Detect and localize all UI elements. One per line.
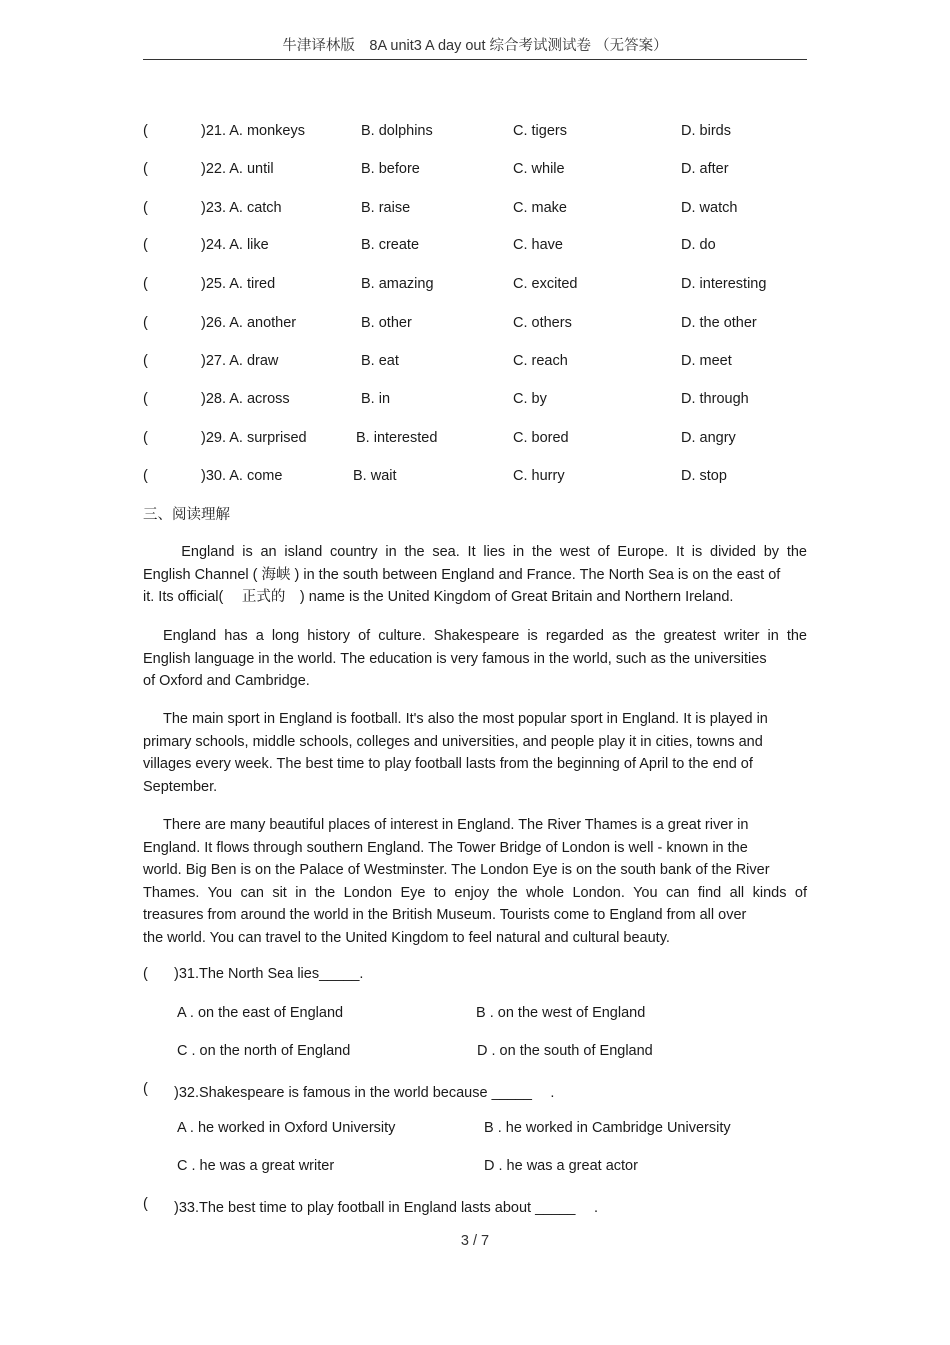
option-b: B. wait [353, 468, 397, 484]
question-31-stem: )31.The North Sea lies_____. [174, 966, 364, 982]
answer-paren: ( [143, 430, 148, 446]
answer-paren: ( [143, 237, 148, 253]
page-number: 3 / 7 [460, 1233, 490, 1249]
cloze-row-28 [0, 391, 950, 411]
paragraph-line: The main sport in England is football. It's also the most popular sport in England. It is played in [163, 711, 768, 727]
reading-paragraph-3 [143, 708, 807, 798]
question-33-stem: )33.The best time to play football in England lasts about _____ . [174, 1200, 598, 1216]
option-b: B. raise [361, 200, 411, 216]
option-b: B. amazing [361, 276, 434, 292]
option-d: D. angry [681, 430, 736, 446]
option-c: C. excited [513, 276, 578, 292]
answer-paren: ( [143, 276, 148, 292]
question-31-option-d: D . on the south of England [477, 1043, 653, 1059]
option-d: D. after [681, 161, 729, 177]
option-d: D. birds [681, 123, 731, 139]
option-c: C. make [513, 200, 567, 216]
paragraph-line: primary schools, middle schools, colleges and universities, and people play it in cities, towns and [143, 733, 763, 750]
cloze-row-30 [0, 468, 950, 488]
paragraph-line: England has a long history of culture. Shakespeare is regarded as the greatest writer in the [163, 628, 807, 644]
question-31-option-b: B . on the west of England [476, 1005, 646, 1021]
question-31-option-c: C . on the north of England [177, 1043, 351, 1059]
option-a: )24. A. like [201, 237, 269, 253]
option-a: )25. A. tired [201, 276, 276, 292]
option-b: B. interested [356, 430, 438, 446]
answer-paren: ( [143, 391, 148, 407]
option-a: )27. A. draw [201, 353, 279, 369]
cloze-row-23 [0, 200, 950, 220]
cloze-row-26 [0, 315, 950, 335]
paragraph-line: villages every week. The best time to play football lasts from the beginning of April to the end of [143, 756, 753, 772]
cloze-row-21 [0, 123, 950, 143]
option-c: C. tigers [513, 123, 567, 139]
option-c: C. by [513, 391, 547, 407]
answer-paren: ( [143, 200, 148, 216]
cloze-row-27 [0, 353, 950, 373]
option-c: C. others [513, 315, 572, 331]
option-d: D. meet [681, 353, 732, 369]
answer-paren: ( [143, 966, 148, 982]
answer-paren: ( [143, 315, 148, 331]
option-c: C. have [513, 237, 563, 253]
reading-paragraph-1 [143, 541, 807, 609]
option-d: D. through [681, 391, 749, 407]
page-header: 牛津译林版 8A unit3 A day out 综合考试测试卷 （无答案） [282, 38, 668, 54]
question-32-option-a: A . he worked in Oxford University [177, 1120, 396, 1136]
answer-paren: ( [143, 161, 148, 177]
option-a: )21. A. monkeys [201, 123, 305, 139]
option-b: B. dolphins [361, 123, 433, 139]
cloze-row-24 [0, 237, 950, 257]
section-title: 三、阅读理解 [143, 507, 230, 523]
paragraph-line: September. [143, 778, 218, 795]
option-c: C. reach [513, 353, 568, 369]
option-d: D. the other [681, 315, 757, 331]
option-d: D. do [681, 237, 716, 253]
question-31-option-a: A . on the east of England [177, 1005, 344, 1021]
option-a: )30. A. come [201, 468, 283, 484]
paragraph-line: England. It flows through southern England. The Tower Bridge of London is well - known in the [143, 839, 748, 856]
paragraph-line: English Channel ( 海峡 ) in the south between England and France. The North Sea is on the east of [143, 566, 781, 583]
paragraph-line: Thames. You can sit in the London Eye to enjoy the whole London. You can find all kinds of [143, 884, 807, 901]
paragraph-line: world. Big Ben is on the Palace of Westminster. The London Eye is on the south bank of the River [143, 862, 770, 878]
paragraph-line: the world. You can travel to the United Kingdom to feel natural and cultural beauty. [143, 929, 670, 946]
option-a: )28. A. across [201, 391, 290, 407]
option-b: B. other [361, 315, 412, 331]
header-rule [143, 59, 807, 60]
answer-paren: ( [143, 1081, 148, 1097]
option-c: C. while [513, 161, 565, 177]
option-a: )23. A. catch [201, 200, 282, 216]
cloze-row-29 [0, 430, 950, 450]
answer-paren: ( [143, 353, 148, 369]
question-32-option-c: C . he was a great writer [177, 1158, 335, 1174]
option-b: B. create [361, 237, 420, 253]
answer-paren: ( [143, 1196, 148, 1212]
paragraph-line: There are many beautiful places of interest in England. The River Thames is a great river in [163, 817, 749, 833]
paragraph-line: treasures from around the world in the British Museum. Tourists come to England from all over [143, 907, 747, 923]
question-32-stem: )32.Shakespeare is famous in the world because _____ . [174, 1085, 555, 1101]
cloze-row-22 [0, 161, 950, 181]
question-32-option-b: B . he worked in Cambridge University [484, 1120, 731, 1136]
option-a: )22. A. until [201, 161, 274, 177]
option-c: C. bored [513, 430, 569, 446]
option-d: D. interesting [681, 276, 767, 292]
option-a: )29. A. surprised [201, 430, 307, 446]
paragraph-line: England is an island country in the sea. It lies in the west of Europe. It is divided by the [163, 544, 807, 560]
answer-paren: ( [143, 123, 148, 139]
paragraph-line: of Oxford and Cambridge. [143, 673, 310, 689]
paragraph-line: English language in the world. The education is very famous in the world, such as the universities [143, 650, 767, 667]
reading-paragraph-4 [143, 814, 807, 949]
cloze-row-25 [0, 276, 950, 296]
option-b: B. in [361, 391, 391, 407]
option-d: D. stop [681, 468, 727, 484]
option-d: D. watch [681, 200, 738, 216]
reading-paragraph-2 [143, 625, 807, 693]
answer-paren: ( [143, 468, 148, 484]
option-c: C. hurry [513, 468, 565, 484]
question-32-option-d: D . he was a great actor [484, 1158, 638, 1174]
option-a: )26. A. another [201, 315, 297, 331]
option-b: B. before [361, 161, 420, 177]
paragraph-line: it. Its official( 正式的 ) name is the United Kingdom of Great Britain and Northern Ireland. [143, 589, 734, 605]
option-b: B. eat [361, 353, 399, 369]
